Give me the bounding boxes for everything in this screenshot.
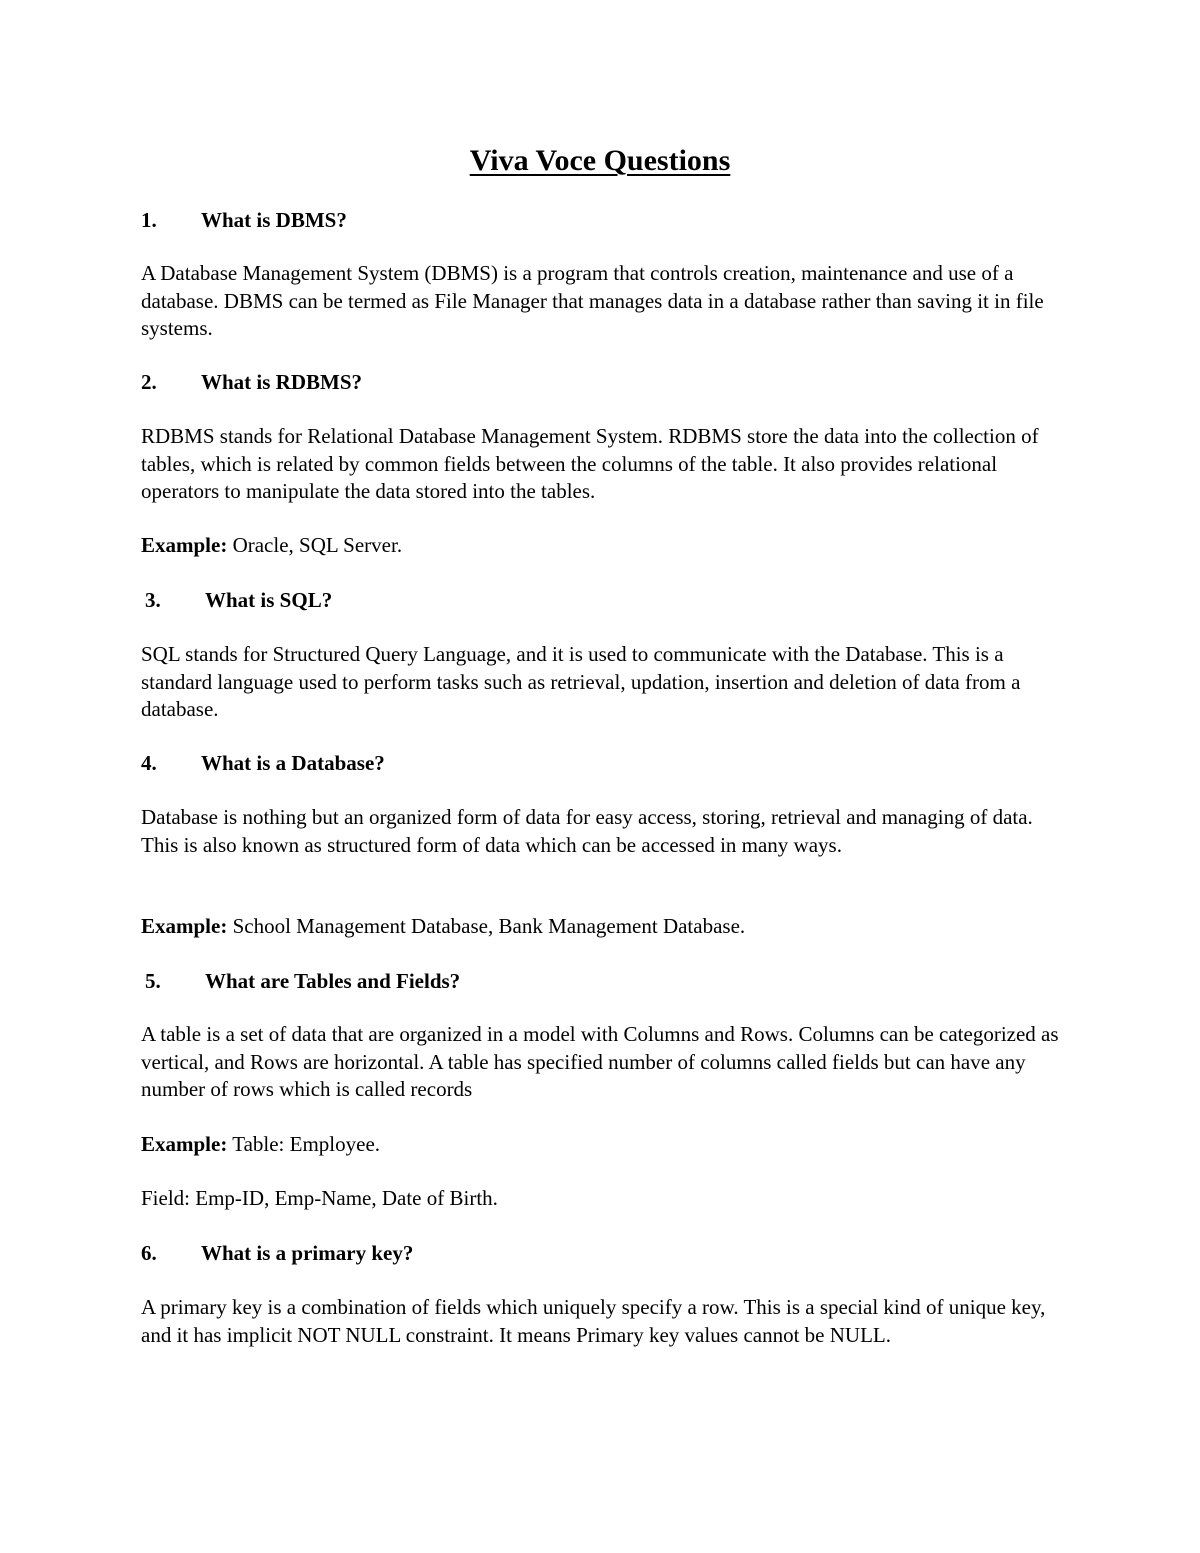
question-4-number: 4. [141, 751, 157, 775]
question-3-heading [141, 587, 1071, 615]
question-6-title: What is a primary key? [201, 1241, 414, 1265]
question-6-number: 6. [141, 1241, 157, 1265]
question-5-answer: A table is a set of data that are organized in a model with Columns and Rows. Columns can be categorized as vertical, and Rows are horizontal. A table has specified number of columns called fields but can have any number of rows which is called records [141, 1022, 1059, 1101]
question-5-example [141, 1131, 1071, 1159]
example-label: Example: [141, 533, 228, 557]
question-3-answer: SQL stands for Structured Query Language, and it is used to communicate with the Database. This is a standard language used to perform tasks such as retrieval, updation, insertion and deletion of data from a database. [141, 642, 1021, 721]
question-5-heading [141, 968, 1071, 996]
question-3-title: What is SQL? [205, 588, 333, 612]
question-2-number: 2. [141, 370, 157, 394]
question-2-heading [141, 369, 1071, 397]
page-title-text: Viva Voce Questions [469, 144, 731, 177]
question-2-example-text: Oracle, SQL Server. [232, 533, 403, 557]
question-4-example [141, 913, 1071, 941]
question-5-title: What are Tables and Fields? [205, 969, 461, 993]
question-3-number: 3. [145, 588, 161, 612]
question-6-answer: A primary key is a combination of fields which uniquely specify a row. This is a special kind of unique key, and it has implicit NOT NULL constraint. It means Primary key values cannot be NULL. [141, 1295, 1046, 1347]
question-2-title: What is RDBMS? [201, 370, 363, 394]
question-5-number: 5. [145, 969, 161, 993]
example-label: Example: [141, 1132, 228, 1156]
question-4-example-text: School Management Database, Bank Management Database. [232, 914, 746, 938]
question-1-number: 1. [141, 208, 157, 232]
question-4-answer: Database is nothing but an organized form of data for easy access, storing, retrieval and managing of data. This is also known as structured form of data which can be accessed in many ways. [141, 805, 1033, 857]
example-label: Example: [141, 914, 228, 938]
question-6-heading [141, 1240, 1071, 1268]
question-2-answer: RDBMS stands for Relational Database Management System. RDBMS store the data into the collection of tables, which is related by common fields between the columns of the table. It also provides relational operators to manipulate the data stored into the tables. [141, 424, 1039, 503]
question-4-title: What is a Database? [201, 751, 385, 775]
question-1-heading [141, 207, 1071, 235]
page-title [0, 141, 1200, 181]
question-1-title: What is DBMS? [201, 208, 347, 232]
question-5-field-note: Field: Emp-ID, Emp-Name, Date of Birth. [141, 1186, 498, 1210]
question-4-heading [141, 750, 1071, 778]
question-1-answer: A Database Management System (DBMS) is a program that controls creation, maintenance and use of a database. DBMS can be termed as File Manager that manages data in a database rather than saving it in file systems. [141, 261, 1044, 340]
question-2-example [141, 532, 1071, 560]
question-5-example-text: Table: Employee. [232, 1132, 381, 1156]
